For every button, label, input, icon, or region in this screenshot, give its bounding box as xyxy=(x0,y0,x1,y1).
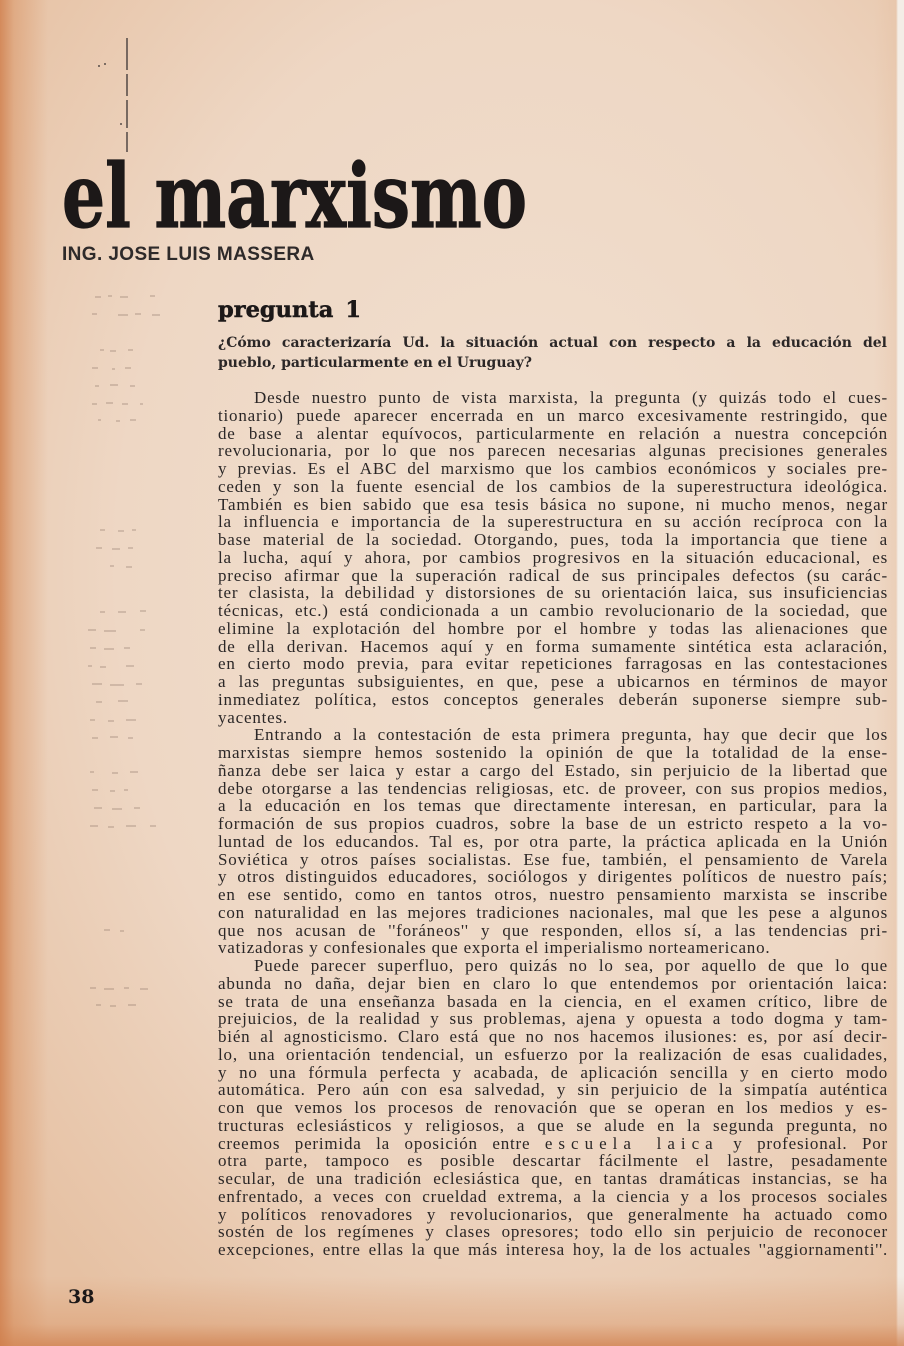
body-line: enfrentado, a veces con crueldad extrema, a la ciencia y a los procesos sociales xyxy=(218,1186,888,1206)
question-number: 1 xyxy=(345,297,361,323)
body-line: revolucionaria, por lo que nos parecen necesarias algunas precisiones generales xyxy=(218,441,888,461)
body-line: de ella derivan. Hacemos aquí y en forma sumamente sintética esta aclaración, xyxy=(218,636,888,656)
paragraph xyxy=(218,726,888,957)
body-line: y no una fórmula perfecta y acabada, de aplicación sencilla y en cierto modo xyxy=(218,1062,888,1082)
body-line: Puede parecer superfluo, pero quizás no lo sea, por aquello de que lo que xyxy=(254,956,888,975)
body-line: elimine la explotación del hombre por el hombre y todas las alienaciones que xyxy=(218,618,888,638)
body-line: inmediatez política, estos conceptos generales deberán suponerse siempre sub- xyxy=(218,689,888,709)
body-line: bién al agnosticismo. Claro está que no nos hacemos ilusiones: es, por así decir- xyxy=(218,1027,888,1046)
body-line: marxistas siempre hemos sostenido la opinión de que la totalidad de la ense- xyxy=(218,743,888,762)
body-line: con que vemos los procesos de renovación que se operan en los medios y es- xyxy=(218,1098,888,1117)
body-line-segment: y profesional. Por xyxy=(718,1133,888,1153)
body-line: automática. Pero aún con esa salvedad, y sin perjuicio de la simpatía auténtica xyxy=(218,1080,888,1100)
bleed-through-mark xyxy=(88,296,160,1006)
body-line-segment: creemos perimida la oposición entre xyxy=(218,1133,545,1153)
question-line: ¿Cómo caracterizaría Ud. la situación actual con respecto a la educación del xyxy=(218,335,887,351)
body-line: Soviética y otros países socialistas. Ese fue, también, el pensamiento de Varela xyxy=(218,849,888,869)
body-line: lo, una orientación tendencial, un esfuerzo por la realización de esas cualidades, xyxy=(218,1044,888,1064)
question-heading-label: pregunta xyxy=(218,297,334,323)
body-line: se trata de una enseñanza basada en la ciencia, en el examen crítico, libre de xyxy=(218,991,888,1011)
body-line: y previas. Es el ABC del marxismo que los cambios económicos y sociales pre- xyxy=(218,459,888,478)
body-line: ceden y son la fuente esencial de los cambios de la superestructura ideológica. xyxy=(218,476,888,496)
body-line: vatizadoras y confesionales que exporta el imperialismo norteamericano. xyxy=(218,938,771,958)
body-line: secular, de una tradición eclesiástica que, en tantas dramáticas instancias, se ha xyxy=(218,1169,888,1188)
body-line: formación de sus propios cuadros, sobre la base de un estricto respeto a la vo- xyxy=(218,814,888,833)
body-line: técnicas, etc.) está condicionada a un cambio revolucionario de la sociedad, que xyxy=(218,601,888,620)
body-line: ter clasista, la debilidad y distorsiones de su orientación laica, sus insuficiencias xyxy=(218,583,888,603)
body-line: base material de la sociedad. Otorgando, pues, toda la importancia que tiene a xyxy=(218,530,888,549)
body-line xyxy=(218,1135,888,1153)
article-body xyxy=(218,389,888,1259)
body-line: tructuras eclesiásticos y religiosos, a que se alude en la segunda pregunta, no xyxy=(218,1115,888,1135)
body-line: ñanza debe ser laica y estar a cargo del Estado, sin perjuicio de la libertad que xyxy=(218,760,888,780)
author-byline: ING. JOSE LUIS MASSERA xyxy=(62,244,315,265)
body-line: y políticos renovadores y revolucionarios, que generalmente ha actuado como xyxy=(218,1204,888,1224)
body-line: debe otorgarse a las tendencias religiosas, etc. de proveer, con sus propios medios, xyxy=(218,778,888,798)
body-line: y otros distinguidos educadores, sociólogos y dirigentes políticos de nuestro país; xyxy=(218,867,888,887)
body-line: prejuicios, de la realidad y sus problemas, ajena y opuesta a todo dogma y tam- xyxy=(218,1009,888,1029)
body-line: que nos acusan de ''foráneos'' y que responden, ellos sí, a las tendencias pri- xyxy=(218,920,888,940)
question-line: pueblo, particularmente en el Uruguay? xyxy=(218,355,532,371)
body-line: la influencia e importancia de la superestructura en su acción recíproca con la xyxy=(218,512,888,532)
question-heading xyxy=(218,298,361,322)
page-number: 38 xyxy=(68,1286,95,1308)
paragraph xyxy=(218,389,888,726)
body-line: Desde nuestro punto de vista marxista, la pregunta (y quizás todo el cues- xyxy=(254,388,888,407)
body-line: excepciones, entre ellas la que más interesa hoy, la de los actuales ''aggiornamenti''. xyxy=(218,1240,888,1259)
body-line: Entrando a la contestación de esta primera pregunta, hay que decir que los xyxy=(254,725,888,745)
paragraph xyxy=(218,957,888,1259)
body-line: la lucha, aquí y ahora, por cambios progresivos en la situación educacional, es xyxy=(218,547,888,567)
article-title: el marxismo xyxy=(62,144,527,248)
body-line: a las preguntas subsiguientes, en que, pese a ubicarnos en términos de mayor xyxy=(218,672,888,691)
body-line: de base a alentar equívocos, particularmente en relación a nuestra concepción xyxy=(218,423,888,443)
body-line: preciso afirmar que la superación radical de sus principales defectos (su carác- xyxy=(218,565,888,585)
body-line: tionario) puede aparecer encerrada en un marco excesivamente restringido, que xyxy=(218,405,888,425)
body-line: en ese sentido, como en tantos otros, nuestro pensamiento marxista se inscribe xyxy=(218,885,888,904)
body-line: sostén de los regímenes y clases opresores; todo ello sin perjuicio de reconocer xyxy=(218,1222,888,1242)
body-line: otra parte, tampoco es posible descartar fácilmente el lastre, pesadamente xyxy=(218,1151,888,1171)
body-line: abunda no daña, dejar bien en claro lo que entendemos por orientación laica: xyxy=(218,973,888,993)
body-line: a la educación en los temas que directamente interesan, en particular, para la xyxy=(218,796,888,816)
body-line: También es bien sabido que esa tesis básica no supone, ni mucho menos, negar xyxy=(218,494,888,514)
vertical-rule-line xyxy=(98,38,127,152)
body-line: luntad de los educandos. Tal es, por otra parte, la práctica aplicada en la Unión xyxy=(218,831,888,851)
body-line: con naturalidad en las mejores tradiciones nacionales, mal que les pese a algunos xyxy=(218,902,888,922)
letterspaced-emphasis: escuela laica xyxy=(544,1133,719,1153)
body-line: en cierto modo previa, para evitar repeticiones farragosas en las contestaciones xyxy=(218,654,888,674)
question-text xyxy=(218,333,887,373)
body-line: yacentes. xyxy=(218,707,288,727)
